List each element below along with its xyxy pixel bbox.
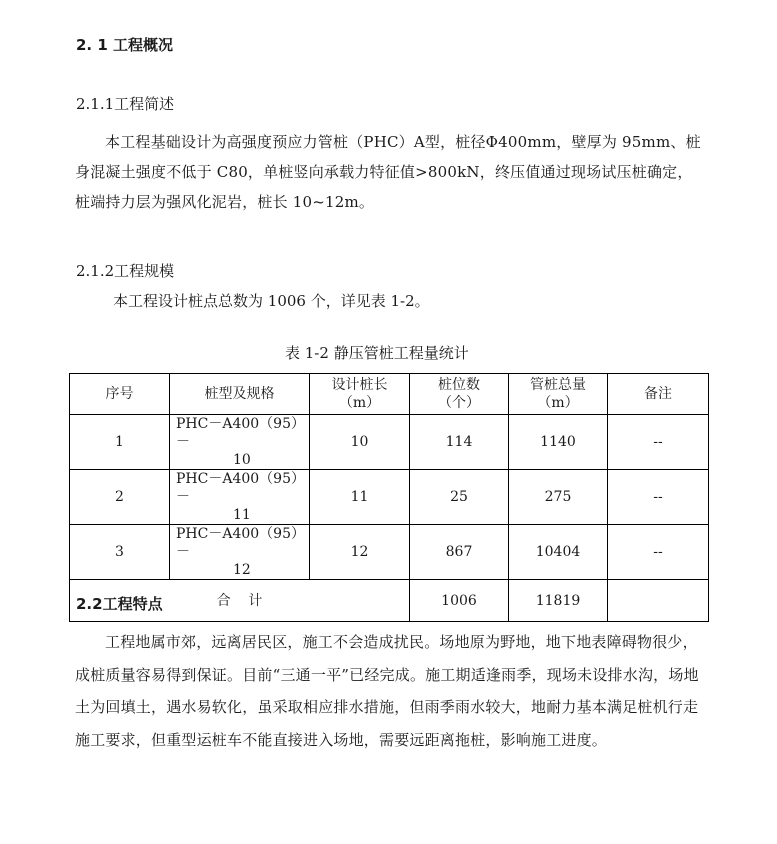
features-paragraph: 工程地属市郊，远离居民区，施工不会造成扰民。场地原为野地，地下地表障碍物很少，成桩质量容易得到保证。目前“三通一平”已经完成。施工期适逢雨季，现场未设排水沟，场地土为回填土，遇水易软化，虽采取相应排水措施，但雨季雨水较大，地耐力基本满足桩机行走施工要求，但重型运桩车不能直接进入场地，需要远距离拖桩，影响施工进度。 — [75, 633, 699, 749]
overview-paragraph: 本工程基础设计为高强度预应力管桩（PHC）A型，桩径Φ400mm，壁厚为 95mm、桩身混凝土强度不低于 C80，单桩竖向承载力特征值>800kN，终压值通过现场试压桩确定，桩端持力层为强风化泥岩，桩长 10~12m。 — [75, 133, 701, 211]
sum-count: 1006 — [410, 580, 509, 622]
cell-no: 3 — [70, 525, 170, 580]
cell-note: -- — [608, 415, 709, 470]
cell-length: 11 — [310, 470, 410, 525]
pile-quantity-table — [69, 373, 709, 622]
cell-note: -- — [608, 470, 709, 525]
cell-spec: PHC－A400（95）－ 10 — [170, 415, 310, 470]
table-sum-row — [70, 580, 709, 622]
features-heading: 2.2工程特点 — [76, 595, 163, 613]
table-caption: 表 1-2 静压管桩工程量统计 — [285, 344, 469, 362]
header-note: 备注 — [608, 374, 709, 415]
section-heading: 2. 1 工程概况 — [76, 36, 174, 54]
cell-count: 867 — [410, 525, 509, 580]
cell-length: 12 — [310, 525, 410, 580]
table-row — [70, 470, 709, 525]
cell-spec: PHC－A400（95）－ 12 — [170, 525, 310, 580]
cell-total: 275 — [509, 470, 608, 525]
header-total: 管桩总量 （m） — [509, 374, 608, 415]
sum-note — [608, 580, 709, 622]
header-no: 序号 — [70, 374, 170, 415]
sum-total: 11819 — [509, 580, 608, 622]
cell-count: 25 — [410, 470, 509, 525]
header-spec: 桩型及规格 — [170, 374, 310, 415]
subsection-heading-overview: 2.1.1工程简述 — [76, 95, 175, 113]
cell-total: 10404 — [509, 525, 608, 580]
cell-no: 1 — [70, 415, 170, 470]
cell-note: -- — [608, 525, 709, 580]
header-count: 桩位数 （个） — [410, 374, 509, 415]
header-length: 设计桩长 （m） — [310, 374, 410, 415]
table-row — [70, 525, 709, 580]
scale-paragraph: 本工程设计桩点总数为 1006 个，详见表 1-2。 — [113, 292, 430, 310]
table-row — [70, 415, 709, 470]
cell-count: 114 — [410, 415, 509, 470]
cell-total: 1140 — [509, 415, 608, 470]
sum-label: 合 计 — [70, 580, 410, 622]
subsection-heading-scale: 2.1.2工程规模 — [76, 262, 175, 280]
cell-spec: PHC－A400（95）－ 11 — [170, 470, 310, 525]
cell-no: 2 — [70, 470, 170, 525]
cell-length: 10 — [310, 415, 410, 470]
table-header-row — [70, 374, 709, 415]
